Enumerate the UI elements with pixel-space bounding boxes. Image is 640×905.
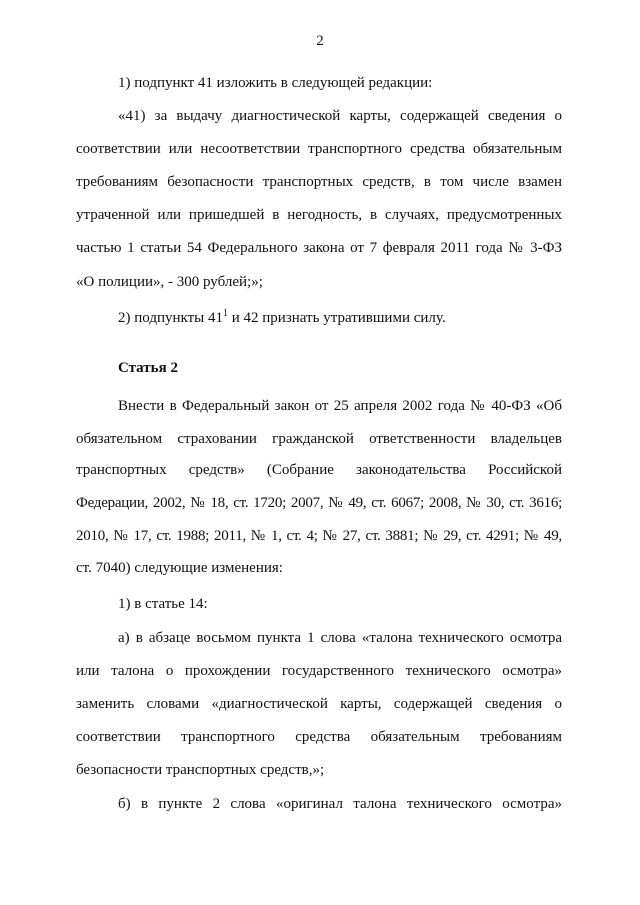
item41-line: частью 1 статьи 54 Федерального закона от 7 февраля 2011 года № 3-ФЗ bbox=[76, 240, 562, 256]
sub-a-line: или талона о прохождении государственного технического осмотра» bbox=[76, 663, 562, 679]
item2-text-before: 2) подпункты 41 bbox=[118, 310, 223, 326]
item2-paragraph bbox=[118, 308, 562, 328]
item2-text-after: и 42 признать утратившими силу. bbox=[228, 310, 446, 326]
page-number: 2 bbox=[316, 33, 324, 49]
article2-intro-line: Внести в Федеральный закон от 25 апреля 2002 года № 40-ФЗ «Об bbox=[118, 398, 562, 414]
article2-intro-line: 2010, № 17, ст. 1988; 2011, № 1, ст. 4; № 27, ст. 3881; № 29, ст. 4291; № 49, bbox=[76, 528, 562, 544]
sub-a-line: заменить словами «диагностической карты, содержащей сведения о bbox=[76, 696, 562, 712]
article2-item1: 1) в статье 14: bbox=[118, 596, 208, 612]
article-heading: Статья 2 bbox=[118, 360, 178, 376]
article2-intro-line: обязательном страховании гражданской ответственности владельцев bbox=[76, 431, 562, 447]
item2-superscript: 1 bbox=[223, 308, 228, 319]
item41-line: соответствии или несоответствии транспортного средства обязательным bbox=[76, 141, 562, 157]
item41-line: «41) за выдачу диагностической карты, содержащей сведения о bbox=[118, 108, 562, 124]
sub-a-line: безопасности транспортных средств,»; bbox=[76, 762, 325, 778]
article2-intro-line: ст. 7040) следующие изменения: bbox=[76, 560, 283, 576]
sub-b-line: б) в пункте 2 слова «оригинал талона технического осмотра» bbox=[118, 796, 562, 812]
item41-line: утраченной или пришедшей в негодность, в случаях, предусмотренных bbox=[76, 207, 562, 223]
sub-a-line: соответствии транспортного средства обязательным требованиям bbox=[76, 729, 562, 745]
article2-intro-line: Федерации, 2002, № 18, ст. 1720; 2007, № 49, ст. 6067; 2008, № 30, ст. 3616; bbox=[76, 495, 562, 511]
item41-line: требованиям безопасности транспортных средств, в том числе взамен bbox=[76, 174, 562, 190]
article2-intro-line: транспортных средств» (Собрание законодательства Российской bbox=[76, 462, 562, 478]
item1-intro: 1) подпункт 41 изложить в следующей редакции: bbox=[118, 75, 433, 91]
sub-a-line: а) в абзаце восьмом пункта 1 слова «талона технического осмотра bbox=[118, 630, 562, 646]
item41-line: «О полиции», - 300 рублей;»; bbox=[76, 274, 263, 290]
